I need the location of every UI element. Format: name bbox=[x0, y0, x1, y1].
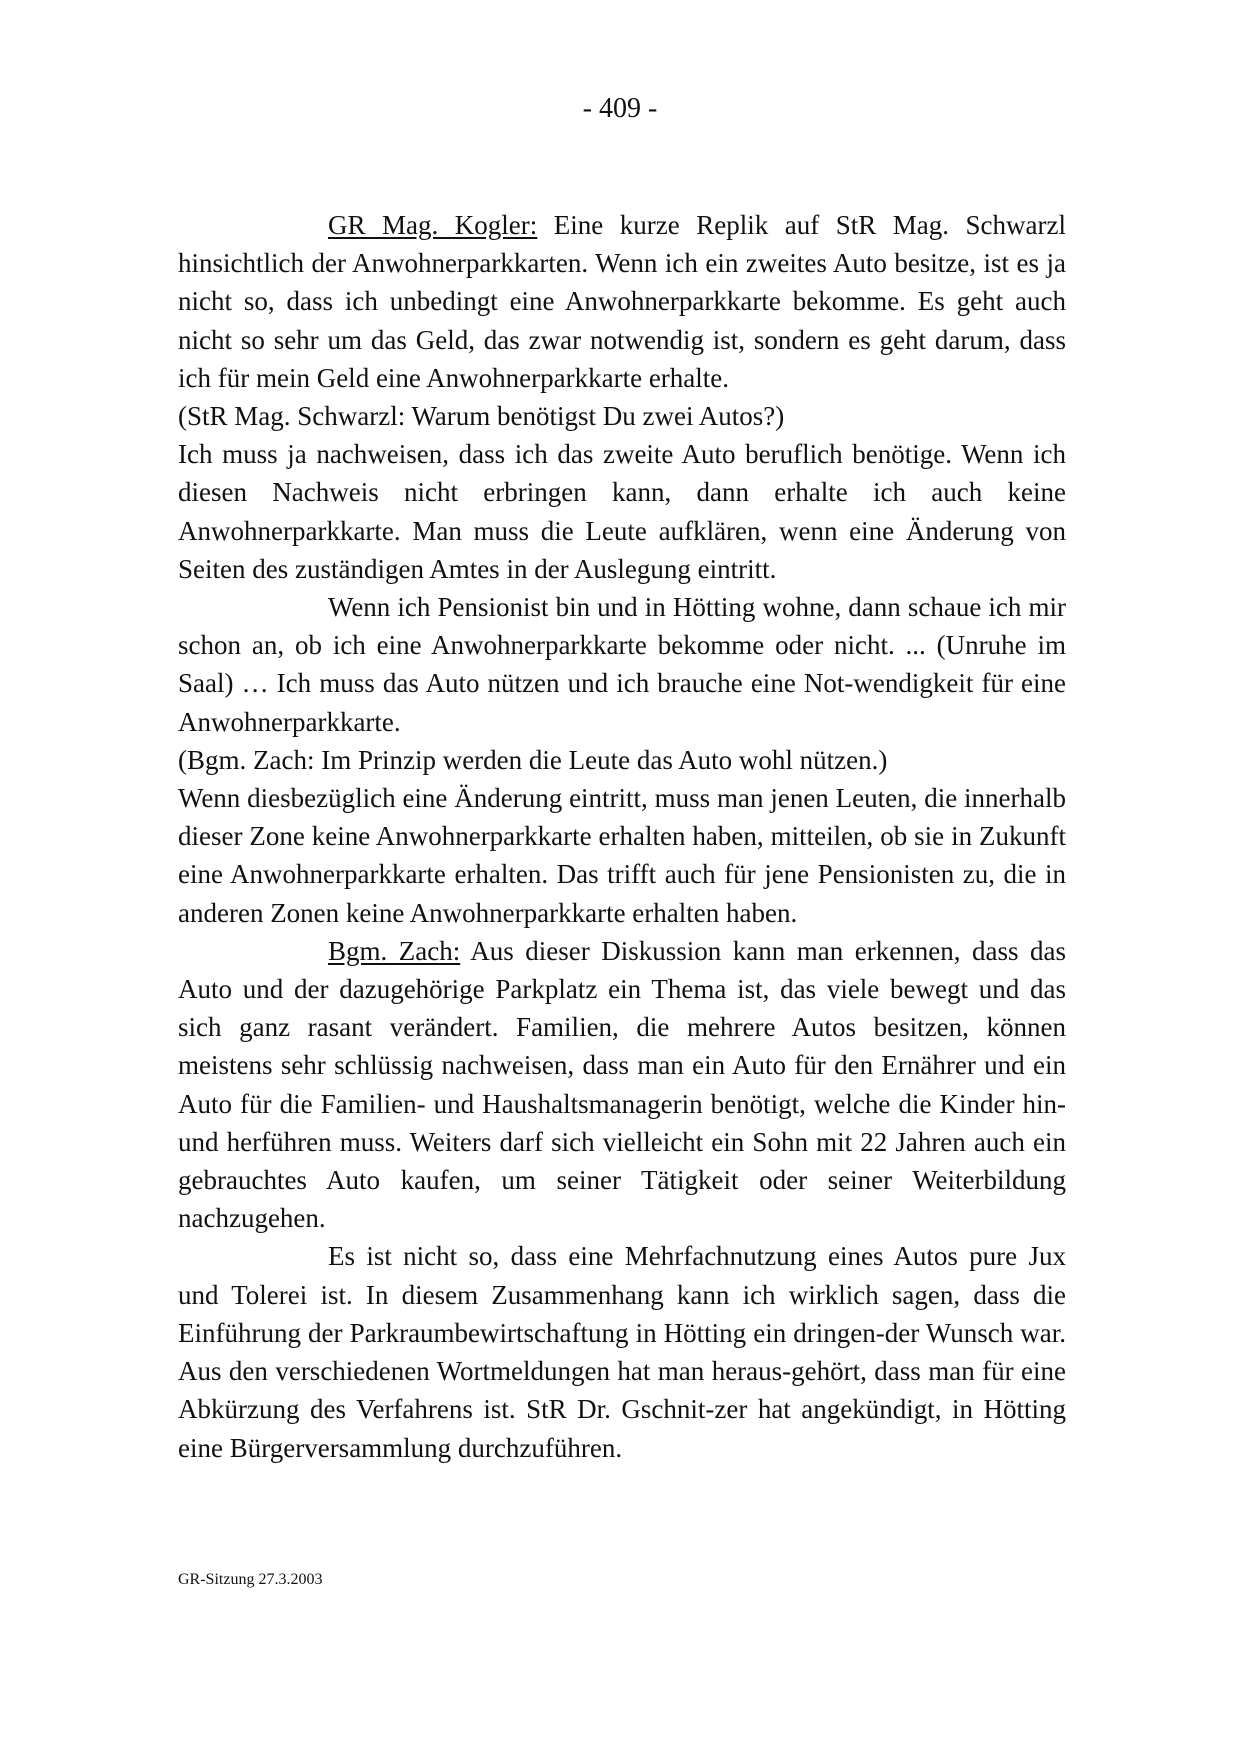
document-body bbox=[178, 206, 1066, 1467]
interjection: (Bgm. Zach: Im Prinzip werden die Leute das Auto wohl nützen.) bbox=[178, 744, 888, 775]
page-number: - 409 - bbox=[582, 93, 658, 124]
paragraph: Wenn diesbezüglich eine Änderung eintritt, muss man jenen Leuten, die innerhalb dieser Zone keine Anwohnerparkkarte erhalten haben, mitteilen, ob sie in Zukunft eine Anwohnerparkkarte erhalten. Das trifft auch für jene Pensionisten zu, die in anderen Zonen keine Anwohnerparkkarte erhalten haben. bbox=[178, 783, 1066, 928]
paragraph-text: Aus dieser Diskussion kann man erkennen, dass das Auto und der dazugehörige Parkplatz ein Thema ist, das viele bewegt und das sich ganz rasant verändert. Familien, die mehrere Autos besitzen, können meistens sehr schlüssig nachweisen, dass man ein Auto für den Ernährer und ein Auto für die Familien- und Haushaltsmanagerin benötigt, welche die Kinder hin- und herführen muss. Weiters darf sich vielleicht ein Sohn mit 22 Jahren auch ein gebrauchtes Auto kaufen, um seiner Tätigkeit oder seiner Weiterbildung nachzugehen. bbox=[178, 935, 1066, 1234]
speaker-name: Bgm. Zach: bbox=[328, 935, 461, 966]
speaker-name: GR Mag. Kogler: bbox=[328, 210, 538, 240]
paragraph bbox=[178, 932, 1066, 1238]
paragraph bbox=[178, 206, 1066, 397]
paragraph: Ich muss ja nachweisen, dass ich das zweite Auto beruflich benötige. Wenn ich diesen Nachweis nicht erbringen kann, dann erhalte ich auch keine Anwohnerparkkarte. Man muss die Leute aufklären, wenn eine Änderung von Seiten des zuständigen Amtes in der Auslegung eintritt. bbox=[178, 439, 1066, 584]
paragraph: Es ist nicht so, dass eine Mehrfachnutzung eines Autos pure Jux und Tolerei ist. In diesem Zusammenhang kann ich wirklich sagen, dass die Einführung der Parkraumbewirtschaftung in Hötting ein dringen-der Wunsch war. Aus den verschiedenen Wortmeldungen hat man heraus-gehört, dass man für eine Abkürzung des Verfahrens ist. StR Dr. Gschnit-zer hat angekündigt, in Hötting eine Bürgerversammlung durchzuführen. bbox=[178, 1241, 1066, 1463]
interjection: (StR Mag. Schwarzl: Warum benötigst Du zwei Autos?) bbox=[178, 401, 785, 432]
paragraph-text: Eine kurze Replik auf StR Mag. Schwarzl hinsichtlich der Anwohnerparkkarten. Wenn ich ein zweites Auto besitze, ist es ja nicht so, dass ich unbedingt eine Anwohnerparkkarte bekomme. Es geht auch nicht so sehr um das Geld, das zwar notwendig ist, sondern es geht darum, dass ich für mein Geld eine Anwohnerparkkarte erhalte. bbox=[178, 210, 1066, 393]
footer-session-date: GR-Sitzung 27.3.2003 bbox=[178, 1571, 323, 1588]
paragraph: Wenn ich Pensionist bin und in Hötting wohne, dann schaue ich mir schon an, ob ich eine Anwohnerparkkarte bekomme oder nicht. ... (Unruhe im Saal) … Ich muss das Auto nützen und ich brauche eine Not-wendigkeit für eine Anwohnerparkkarte. bbox=[178, 592, 1066, 737]
